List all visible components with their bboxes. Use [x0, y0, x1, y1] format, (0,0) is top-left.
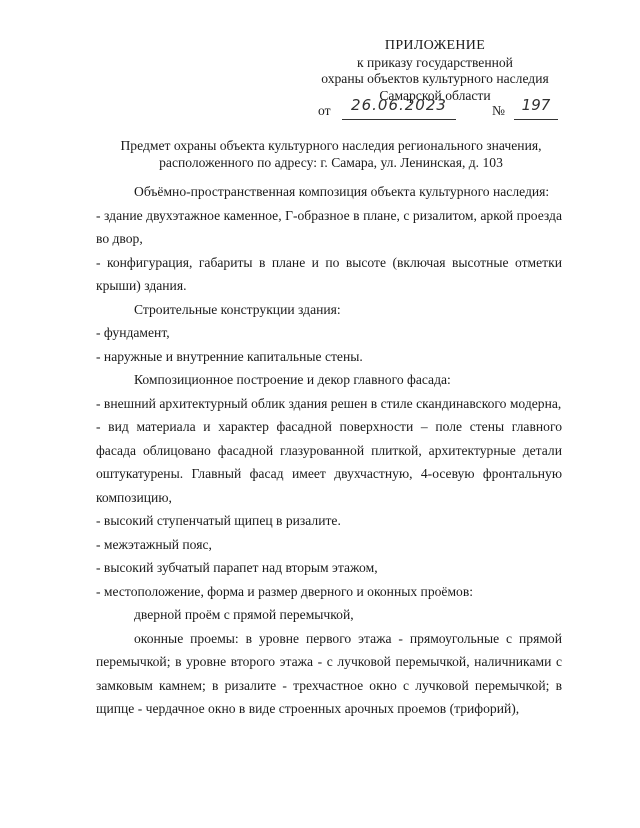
list-item: - внешний архитектурный облик здания решен в стиле скандинавского модерна,: [96, 395, 562, 411]
subject-line-2: расположенного по адресу: г. Самара, ул. Ленинская, д. 103: [159, 155, 503, 170]
date-underline: [342, 119, 456, 120]
section-heading-volume: Объёмно-пространственная композиция объекта культурного наследия:: [134, 184, 550, 199]
list-item: - высокий зубчатый парапет над вторым этажом,: [96, 560, 378, 575]
appendix-line-3: Самарской области: [379, 87, 491, 103]
list-item: - наружные и внутренние капитальные стены.: [96, 348, 363, 364]
handwritten-number: 197: [521, 96, 551, 114]
appendix-line-2: охраны объектов культурного наследия: [321, 71, 549, 86]
order-reference: [318, 96, 568, 122]
sub-item: дверной проём с прямой перемычкой,: [134, 607, 354, 622]
list-item: - вид материала и характер фасадной поверхности – поле стены главного фасада облицовано фасадной глазурованной плиткой, архитектурные детали оштукатурены. Главный фасад имеет двухчастную, 4-осевую фронтальную композицию,: [96, 419, 562, 505]
list-item: - фундамент,: [96, 325, 170, 340]
list-item: - здание двухэтажное каменное, Г-образное в плане, с ризалитом, аркой проезда во двор,: [96, 207, 562, 246]
from-label: от: [318, 103, 331, 118]
list-item: - межэтажный пояс,: [96, 536, 212, 552]
document-subject: [96, 137, 566, 171]
section-heading-structures: Строительные конструкции здания:: [134, 301, 341, 317]
list-item: - местоположение, форма и размер дверного и оконных проёмов:: [96, 583, 474, 599]
appendix-header: [300, 38, 570, 104]
appendix-line-1: к приказу государственной: [357, 54, 513, 70]
document-body: [96, 180, 562, 721]
list-item: - конфигурация, габариты в плане и по высоте (включая высотные отметки крыши) здания.: [96, 254, 562, 293]
sub-item: оконные проемы: в уровне первого этажа - прямоугольные с прямой перемычкой; в уровне второго этажа - с лучковой перемычкой, наличниками с замковым камнем; в ризалите - трехчастное окно с лучковой перемычкой; в щипце - чердачное окно в виде строенных арочных проемов (трифорий),: [96, 630, 562, 716]
list-item: - высокий ступенчатый щипец в ризалите.: [96, 513, 341, 528]
section-heading-facade: Композиционное построение и декор главного фасада:: [134, 372, 451, 387]
handwritten-date: 26.06.2023: [351, 96, 447, 114]
number-label: №: [492, 103, 505, 118]
appendix-title: ПРИЛОЖЕНИЕ: [384, 38, 486, 53]
subject-line-1: Предмет охраны объекта культурного наследия регионального значения,: [120, 138, 542, 153]
number-underline: [514, 119, 558, 120]
